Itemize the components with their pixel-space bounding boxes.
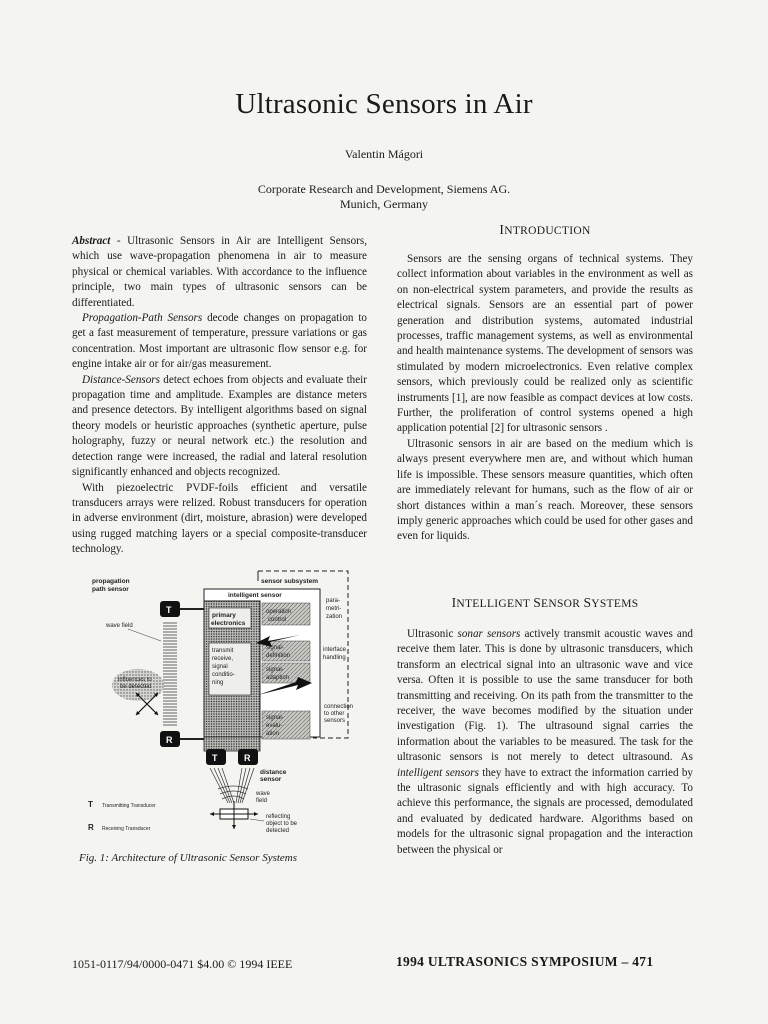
- label-para: para-: [326, 598, 341, 604]
- label-path-sensor: path sensor: [92, 586, 129, 593]
- abstract-paragraph-1: Abstract - Ultrasonic Sensors in Air are Intelligent Sensors, which use wave-propagation phenomena in air to measure physical or chemical variables. With accordance to the influence principle, two main types of ultrasonic sensors can be differentiated.: [72, 235, 367, 309]
- label-wave-field: wave field: [106, 623, 133, 629]
- footer-symposium: 1994 ULTRASONICS SYMPOSIUM – 471: [396, 954, 654, 969]
- intelligent-sensor-systems-section: [397, 627, 693, 858]
- label-connection: connection: [324, 704, 354, 710]
- intelligent-sensor-systems-heading: INTELLIGENT SENSOR SYSTEMS: [451, 595, 639, 610]
- label-distance: distance: [260, 769, 287, 776]
- affiliation-line-2: Munich, Germany: [340, 197, 428, 211]
- distance-sensor-base: [204, 737, 260, 751]
- footer-copyright: 1051-0117/94/0000-0471 $4.00 © 1994 IEEE: [72, 957, 293, 971]
- figure-caption: Fig. 1: Architecture of Ultrasonic Sensor Systems: [79, 852, 298, 864]
- label-zation: zation: [326, 614, 343, 620]
- label-object-to-be: object to be: [266, 821, 298, 827]
- label-influences-2: be detected: [120, 684, 152, 690]
- legend-r: R: [88, 823, 94, 832]
- label-signal: signal: [212, 664, 228, 670]
- abstract-paragraph-4: With piezoelectric PVDF-foils efficient and versatile transducers arrays were relized. Robust transducers for operation in adverse environment (dirt, moisture, abrasion) were developed using rugged matching layers or a special composite-transducer technology.: [72, 481, 367, 556]
- abstract-section: [72, 234, 367, 558]
- label-interface: interface: [323, 647, 347, 653]
- intelligent-paragraph-1: Ultrasonic sonar sensors actively transmit acoustic waves and receive them later. This is done by ultrasonic transducers, which transform an electrical signal into an ultrasonic wave and vice versa. Often it is possible to use the same transducer for both transmitting and receiving. On its path from the transmitter to the receiver, the wave becomes modified by the situation under investigation (Fig. 1). The ultrasound signal carries the information about the variables to be measured. The task for the ultrasonic sensors is not merely to detect ultrasound. As intelligent sensors they have to extract the information carried by the ultrasonic signals efficiently and with high accuracy. To achieve this performance, the signals are processed, demodulated and evaluated by dedicated hardware. Algorithms based on models for the ultrasonic signal propagation and the interaction between the physical or: [397, 628, 694, 856]
- label-to-other: to other: [324, 711, 345, 717]
- label-handling: handling: [323, 655, 346, 661]
- beam-lines: [210, 768, 254, 803]
- paper-title: Ultrasonic Sensors in Air: [235, 88, 533, 120]
- label-sensors: sensors: [324, 718, 346, 724]
- label-sensor-subsystem: sensor subsystem: [261, 578, 319, 585]
- label-propagation: propagation: [92, 578, 130, 585]
- introduction-paragraph-2: Ultrasonic sensors in air are based on the medium which is always present everywhere men are, and without which human life is impossible. These sensors measure quantities, which often are immediately relevant for humans, such as the flow of air or short distances within a man´s reach. Moreover, these sensors imply generic approaches which could be used for other gases and even for liquids.: [397, 437, 693, 543]
- label-transmit: transmit: [212, 648, 234, 654]
- label-influences-1: influences to: [118, 677, 152, 683]
- label-signal-definition-2: definition: [266, 653, 291, 659]
- svg-text:T: T: [166, 605, 172, 615]
- svg-text:R: R: [244, 753, 251, 763]
- legend-t: T: [88, 800, 93, 809]
- label-primary: primary: [212, 612, 236, 619]
- label-signal-evaluation-3: ation: [266, 731, 280, 737]
- introduction-section: [397, 252, 693, 545]
- label-conditio: conditio-: [212, 672, 235, 678]
- affiliation-line-1: Corporate Research and Development, Siemens AG.: [257, 182, 511, 196]
- abstract-label: Abstract: [72, 235, 111, 247]
- label-ning: ning: [212, 680, 224, 686]
- author-name: Valentin Mágori: [344, 147, 424, 161]
- abstract-paragraph-2: Propagation-Path Sensors decode changes on propagation to get a fast measurement of temperature, pressure variations or gas concentration. Most important are ultrasonic flow sensor e.g. for engine intake air or for air/gas measurement.: [72, 312, 368, 371]
- architecture-figure: [78, 563, 368, 848]
- label-receive: receive,: [212, 656, 234, 662]
- label-wave: wave: [256, 791, 271, 797]
- label-distance-sensor: sensor: [260, 776, 282, 783]
- label-signal-adaption-1: signal-: [266, 667, 284, 673]
- label-signal-adaption-2: adaption: [266, 675, 290, 681]
- abstract-paragraph-3: Distance-Sensors detect echoes from objects and evaluate their propagation time and amplitude. Examples are distance meters and presence detectors. By intelligent algorithms based on signal theory models or heuristic approaches (synthetic aperture, pulse holography, fuzzy or neural network etc.) the resolution and detection range were increased, the radial and lateral resolution significantly enhanced and objects recognized.: [72, 373, 367, 479]
- label-operation: operation: [266, 609, 292, 615]
- label-electronics: electronics: [211, 620, 246, 627]
- svg-text:T: T: [212, 753, 218, 763]
- label-signal-evaluation-1: signal-: [266, 715, 284, 721]
- introduction-paragraph-1: Sensors are the sensing organs of technical systems. They collect information about variables in the environment as well as on non-electrical system parameters, and provide the results as electrical signals. Sensors are an essential part of power generation and distribution systems, automated industrial processes, traffic management systems, as well as environmental and health maintenance systems. The development of sensors was stimulated by modern microelectronics. Even relative complex sensors, which previously could be realized only as scientific instruments [1], are now feasible as compact devices at low costs. Further, the proliferation of control systems opened a high application potential [2] for ultrasonic sensors .: [397, 253, 693, 435]
- label-signal-evaluation-2: evalu-: [266, 723, 283, 729]
- label-detected: detected: [266, 828, 290, 834]
- label-signal-definition-1: signal-: [266, 645, 284, 651]
- introduction-heading: INTRODUCTION: [499, 222, 591, 237]
- legend-r-desc: Receiving Transducer: [102, 826, 151, 832]
- reflecting-pointer: [250, 819, 264, 821]
- label-intelligent-sensor: intelligent sensor: [228, 592, 282, 599]
- label-field: field: [256, 798, 268, 804]
- wave-field-lines: [163, 623, 177, 725]
- legend-t-desc: Transmitting Transducer: [102, 803, 156, 809]
- wave-field-pointer: [128, 629, 161, 641]
- svg-text:R: R: [166, 735, 173, 745]
- label-reflecting: reflecting: [266, 814, 291, 820]
- label-control: control: [268, 617, 287, 623]
- label-metri: metri-: [326, 606, 342, 612]
